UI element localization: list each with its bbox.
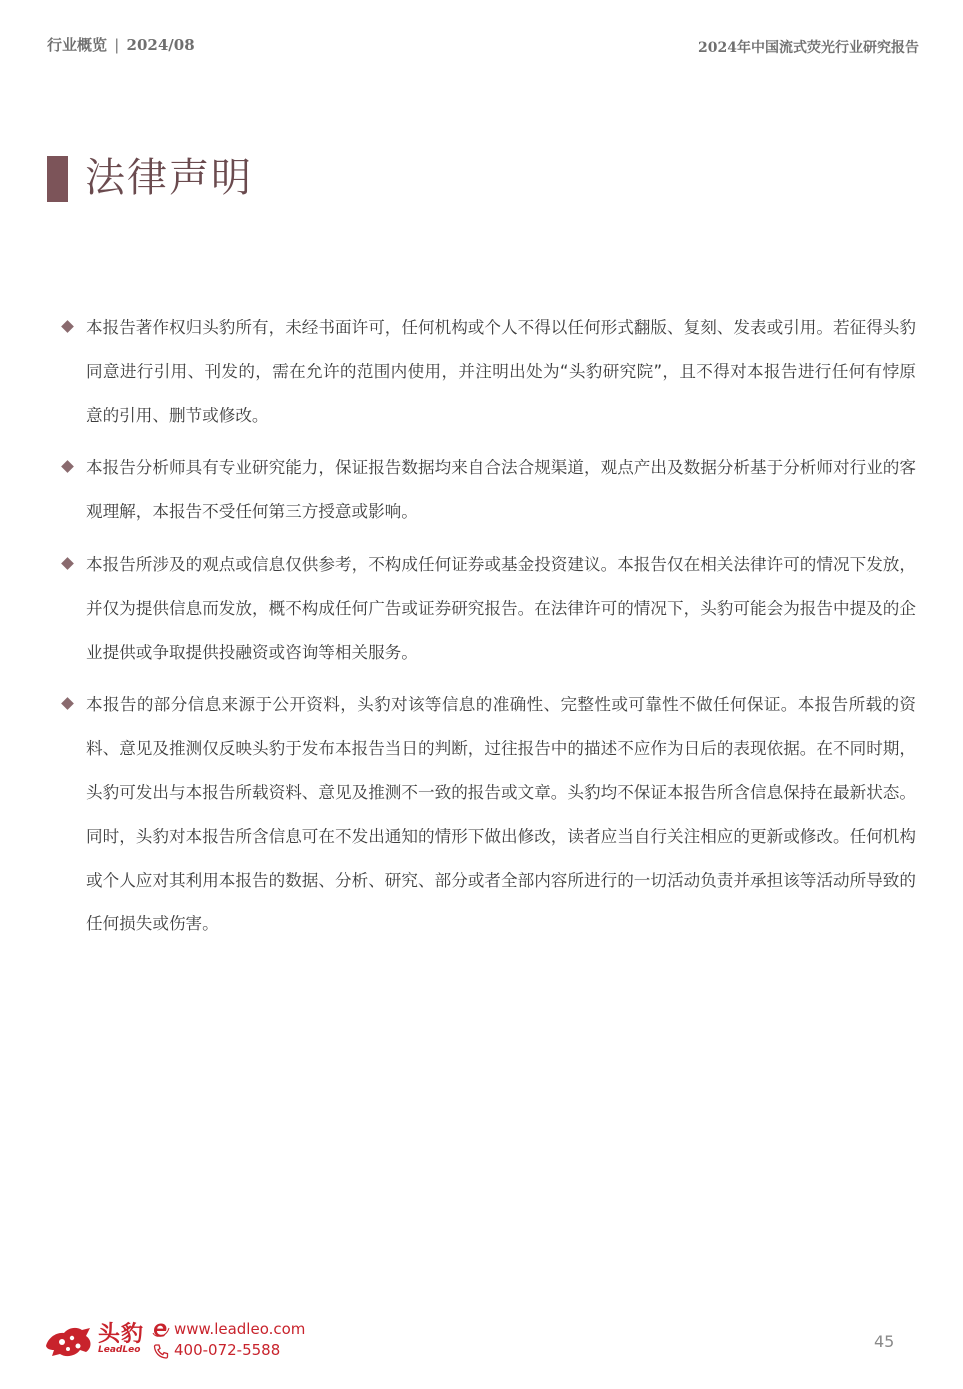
diamond-bullet-icon <box>61 461 74 474</box>
e-icon <box>152 1322 170 1338</box>
footer-website-row[interactable] <box>152 1319 305 1340</box>
footer-phone-row <box>152 1340 305 1361</box>
header-date: 2024/08 <box>126 36 195 54</box>
legal-paragraph-text: 本报告所涉及的观点或信息仅供参考，不构成任何证券或基金投资建议。本报告仅在相关法律许可的情况下发放，并仅为提供信息而发放，概不构成任何广告或证券研究报告。在法律许可的情况下，头豹可能会为报告中提及的企业提供或争取提供投融资或咨询等相关服务。 <box>86 554 916 662</box>
header-section <box>47 34 195 55</box>
legal-paragraph <box>60 543 916 674</box>
footer-brand-name: 头豹 <box>98 1322 145 1347</box>
header-separator: | <box>114 36 120 54</box>
footer-phone: 400-072-5588 <box>174 1341 281 1359</box>
legal-paragraph-text: 本报告著作权归头豹所有，未经书面许可，任何机构或个人不得以任何形式翻版、复刻、发表或引用。若征得头豹同意进行引用、刊发的，需在允许的范围内使用，并注明出处为“头豹研究院”，且不得对本报告进行任何有悖原意的引用、删节或修改。 <box>86 318 916 425</box>
header-report-title: 2024年中国流式荧光行业研究报告 <box>698 40 919 56</box>
header-section-label: 行业概览 <box>47 36 108 54</box>
legal-paragraph-text: 本报告的部分信息来源于公开资料，头豹对该等信息的准确性、完整性或可靠性不做任何保证。本报告所载的资料、意见及推测仅反映头豹于发布本报告当日的判断，过往报告中的描述不应作为日后的表现依据。在不同时期，头豹可发出与本报告所载资料、意见及推测不一致的报告或文章。头豹均不保证本报告所含信息保持在最新状态。同时，头豹对本报告所含信息可在不发出通知的情形下做出修改，读者应当自行关注相应的更新或修改。任何机构或个人应对其利用本报告的数据、分析、研究、部分或者全部内容所进行的一切活动负责并承担该等活动所导致的任何损失或伤害。 <box>86 695 916 934</box>
title-accent-bar <box>47 156 68 202</box>
footer-contact <box>152 1319 305 1361</box>
page-title: 法律声明 <box>85 155 253 201</box>
phone-icon <box>152 1343 170 1359</box>
diamond-bullet-icon <box>61 320 74 333</box>
legal-paragraph <box>60 306 916 437</box>
legal-paragraph-text: 本报告分析师具有专业研究能力，保证报告数据均来自合法合规渠道，观点产出及数据分析基于分析师对行业的客观理解，本报告不受任何第三方授意或影响。 <box>86 458 916 522</box>
diamond-bullet-icon <box>61 557 74 570</box>
legal-content <box>60 306 916 955</box>
footer-website[interactable]: www.leadleo.com <box>174 1320 306 1338</box>
legal-paragraph <box>60 683 916 946</box>
legal-paragraph <box>60 446 916 534</box>
page-number: 45 <box>874 1332 895 1351</box>
diamond-bullet-icon <box>61 698 74 711</box>
footer-brand-english: LeadLeo <box>98 1345 141 1355</box>
